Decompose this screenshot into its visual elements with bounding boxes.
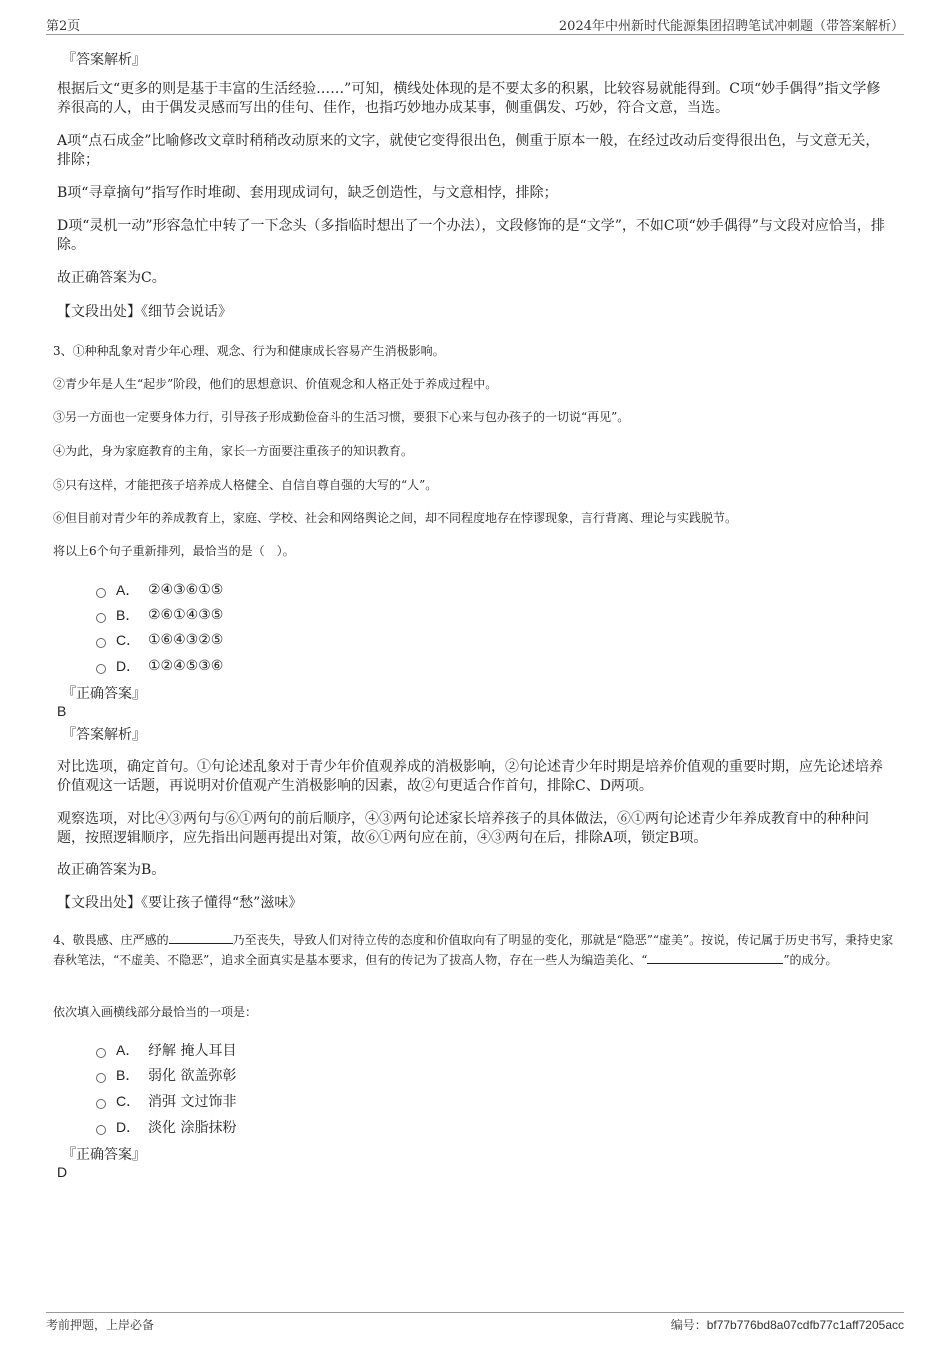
fill-blank [169, 931, 233, 944]
fill-blank [647, 951, 783, 964]
page-number: 第2页 [46, 19, 81, 34]
radio-icon[interactable] [96, 613, 106, 623]
analysis-paragraph: A项“点石成金”比喻修改文章时稍稍改动原来的文字，就使它变得很出色，侧重于原本一般，在经过改动后变得很出色，与文意无关，排除； [57, 133, 880, 168]
option-b[interactable]: B． 弱化 欲盖弥彰 [96, 1065, 236, 1085]
answer-label: 『正确答案』 [62, 1147, 146, 1163]
radio-icon[interactable] [96, 1073, 106, 1083]
source-citation: 【文段出处】《要让孩子懂得“愁”滋味》 [57, 895, 303, 911]
option-a[interactable]: A． ②④③⑥①⑤ [96, 580, 223, 600]
question-sentence: ②青少年是人生“起步”阶段，他们的思想意识、价值观念和人格正处于养成过程中。 [53, 377, 498, 391]
document-id: 编号：bf77b776bd8a07cdfb77c1aff7205acc [670, 1318, 904, 1332]
analysis-paragraph: D项“灵机一动”形容急忙中转了一下念头（多指临时想出了一个办法），文段修饰的是“文学”，不如C项“妙手偶得”与文段对应恰当，排除。 [57, 218, 885, 253]
page-header [46, 12, 904, 35]
correct-answer: B [57, 703, 67, 719]
conclusion: 故正确答案为B。 [57, 862, 166, 878]
option-c[interactable]: C． 消弭 文过饰非 [96, 1091, 236, 1111]
question-sentence: ④为此，身为家庭教育的主角，家长一方面要注重孩子的知识教育。 [53, 444, 414, 458]
source-citation: 【文段出处】《细节会说话》 [57, 304, 232, 320]
document-title: 2024年中州新时代能源集团招聘笔试冲刺题（带答案解析） [558, 19, 904, 34]
option-c[interactable]: C． ①⑥④③②⑤ [96, 630, 223, 650]
radio-icon[interactable] [96, 1048, 106, 1058]
footer-slogan: 考前押题，上岸必备 [46, 1318, 155, 1332]
radio-icon[interactable] [96, 638, 106, 648]
analysis-paragraph: 根据后文“更多的则是基于丰富的生活经验……”可知，横线处体现的是不要太多的积累，比较容易就能得到。C项“妙手偶得”指文学修养很高的人，由于偶发灵感而写出的佳句、佳作，也指巧妙地办成某事，侧重偶发、巧妙，符合文意，当选。 [57, 81, 881, 116]
question-prompt: 依次填入画横线部分最恰当的一项是： [53, 1005, 258, 1019]
radio-icon[interactable] [96, 664, 106, 674]
answer-label: 『正确答案』 [62, 686, 146, 702]
question-stem: 4、敬畏感、庄严感的 乃至丧失，导致人们对待立传的态度和价值取向有了明显的变化，那就是“隐恶”“虚美”。按说，传记属于历史书写，秉持史家春秋笔法，“不虚美、不隐恶”，追求全面真实是基本要求，但有的传记为了拔高人物，存在一些人为编造美化、“ ”的成分。 [53, 933, 894, 967]
analysis-paragraph: 对比选项，确定首句。①句论述乱象对于青少年价值观养成的消极影响，②句论述青少年时期是培养价值观的重要时期，应先论述培养价值观这一话题，再说明对价值观产生消极影响的因素，故②句更适合作首句，排除C、D两项。 [57, 759, 883, 794]
radio-icon[interactable] [96, 1099, 106, 1109]
option-b[interactable]: B． ②⑥①④③⑤ [96, 605, 223, 625]
option-a[interactable]: A． 纾解 掩人耳目 [96, 1040, 236, 1060]
question-prompt: 将以上6个句子重新排列，最恰当的是（ ）。 [53, 544, 295, 558]
option-d[interactable]: D． ①②④⑤③⑥ [96, 656, 223, 676]
question-sentence: ⑥但目前对青少年的养成教育上，家庭、学校、社会和网络舆论之间，却不同程度地存在悖谬现象，言行背离、理论与实践脱节。 [53, 511, 738, 525]
question-sentence: ⑤只有这样，才能把孩子培养成人格健全、自信自尊自强的大写的“人”。 [53, 478, 438, 492]
question-sentence: 3、①种种乱象对青少年心理、观念、行为和健康成长容易产生消极影响。 [53, 344, 445, 358]
radio-icon[interactable] [96, 1125, 106, 1135]
correct-answer: D [57, 1164, 68, 1180]
question-sentence: ③另一方面也一定要身体力行，引导孩子形成勤俭奋斗的生活习惯，要狠下心来与包办孩子的一切说“再见”。 [53, 410, 630, 424]
analysis-label: 『答案解析』 [62, 727, 146, 743]
analysis-paragraph: 观察选项，对比④③两句与⑥①两句的前后顺序，④③两句论述家长培养孩子的具体做法，⑥①两句论述青少年养成教育中的种种问题，按照逻辑顺序，应先指出问题再提出对策，故⑥①两句应在前，④③两句在后，排除A项，锁定B项。 [57, 811, 869, 846]
analysis-label: 『答案解析』 [62, 52, 146, 68]
conclusion: 故正确答案为C。 [57, 270, 166, 286]
analysis-paragraph: B项“寻章摘句”指写作时堆砌、套用现成词句，缺乏创造性，与文意相悖，排除； [57, 185, 558, 201]
page-footer [46, 1312, 904, 1335]
radio-icon[interactable] [96, 588, 106, 598]
option-d[interactable]: D． 淡化 涂脂抹粉 [96, 1117, 236, 1137]
